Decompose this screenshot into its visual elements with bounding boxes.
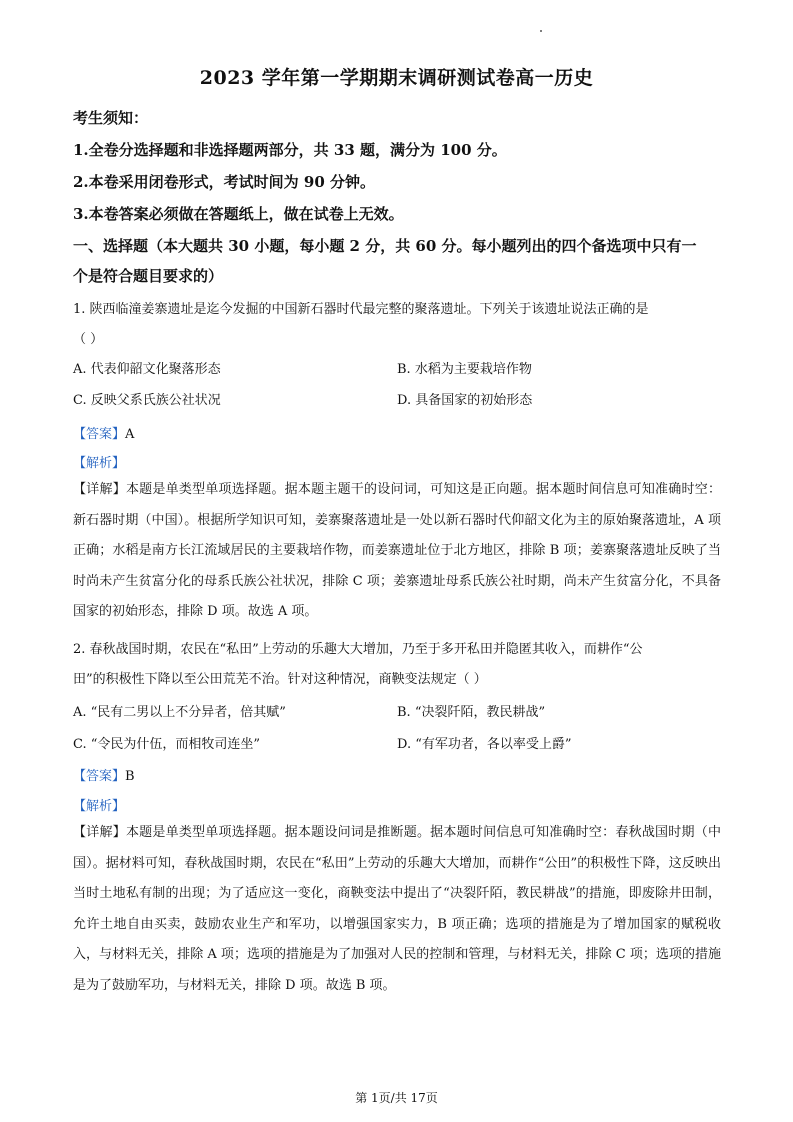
q1-detail-label: 详解 [86,482,113,497]
section-heading-line1: 一、选择题（本大题共 30 小题，每小题 2 分，共 60 分。每小题列出的四个备选项中只有一 [73,237,697,255]
q2-answer-value: B [125,769,135,784]
q1-detail-text: 本题是单类型单项选择题。据本题主题干的设问词，可知这是正向题。据本题时间信息可知准确时空：新石器时期（中国）。根据所学知识可知，姜寨聚落遗址是一处以新石器时代仰韶文化为主的原始聚落遗址，A 项正确；水稻是南方长江流域居民的主要栽培作物，而姜寨遗址位于北方地区，排除 B 项；姜寨聚落遗址反映了当时尚未产生贫富分化的母系氏族公社状况，排除 C 项；姜寨遗址母系氏族公社时期，尚未产生贫富分化，不具备国家的初始形态，排除 D 项。故选 A 项。 [73,482,721,620]
q1-analysis: 【解析】 [73,456,126,471]
q1-stem-line1: 1. 陕西临潼姜寨遗址是迄今发掘的中国新石器时代最完整的聚落遗址。下列关于该遗址说法正确的是 [73,302,649,317]
q1-option-d: D. 具备国家的初始形态 [397,393,533,408]
scan-dot [540,30,542,32]
q2-answer-label: 答案 [86,769,113,784]
page-title: 2023 学年第一学期期末调研测试卷高一历史 [199,67,594,89]
q2-stem-line1: 2. 春秋战国时期，农民在“私田”上劳动的乐趣大大增加，乃至于多开私田并隐匿其收入，而耕作“公 [73,642,643,657]
q2-detail-label: 详解 [86,825,113,840]
q1-answer-value: A [125,427,135,442]
q1-stem-line2: （ ） [73,332,104,347]
q1-option-b: B. 水稻为主要栽培作物 [397,362,532,377]
notice-item-1: 1.全卷分选择题和非选择题两部分，共 33 题，满分为 100 分。 [73,141,507,159]
q1-answer: 【答案】A [73,427,135,442]
q2-option-c: C. “令民为什伍，而相牧司连坐” [73,737,261,752]
q2-stem-line2: 田”的积极性下降以至公田荒芜不治。针对这种情况，商鞅变法规定（ ） [73,672,487,687]
page-footer: 第 1页/共 17页 [355,1091,438,1105]
q1-option-a: A. 代表仰韶文化聚落形态 [73,362,221,377]
q1-detail: 【详解】本题是单类型单项选择题。据本题主题干的设问词，可知这是正向题。据本题时间信息可知准确时空：新石器时期（中国）。根据所学知识可知，姜寨聚落遗址是一处以新石器时代仰韶文化为主的原始聚落遗址，A 项正确；水稻是南方长江流域居民的主要栽培作物，而姜寨遗址位于北方地区，排除 B 项；姜寨聚落遗址反映了当时尚未产生贫富分化的母系氏族公社状况，排除 C 项；姜寨遗址母系氏族公社时期，尚未产生贫富分化，不具备国家的初始形态，排除 D 项。故选 A 项。 [73,482,721,620]
notice-item-2: 2.本卷采用闭卷形式，考试时间为 90 分钟。 [73,173,375,191]
q1-option-c: C. 反映父系氏族公社状况 [73,393,221,408]
q2-analysis-label: 解析 [86,799,113,814]
section-heading-line2: 个是符合题目要求的） [73,267,224,285]
q2-option-a: A. “民有二男以上不分异者，倍其赋” [73,705,286,720]
q2-option-b: B. “决裂阡陌，教民耕战” [397,705,546,720]
q1-analysis-label: 解析 [86,456,113,471]
q2-analysis: 【解析】 [73,799,126,814]
q2-answer: 【答案】B [73,769,135,784]
notice-item-3: 3.本卷答案必须做在答题纸上，做在试卷上无效。 [73,205,404,223]
q2-detail: 【详解】本题是单类型单项选择题。据本题设问词是推断题。据本题时间信息可知准确时空：春秋战国时期（中国）。据材料可知，春秋战国时期，农民在“私田”上劳动的乐趣大大增加，而耕作“公田”的积极性下降，这反映出当时土地私有制的出现；为了适应这一变化，商鞅变法中提出了“决裂阡陌，教民耕战”的措施，即废除井田制，允许土地自由买卖，鼓励农业生产和军功，以增强国家实力，B 项正确；选项的措施是为了增加国家的赋税收入，与材料无关，排除 A 项；选项的措施是为了加强对人民的控制和管理，与材料无关，排除 C 项；选项的措施是为了鼓励军功，与材料无关，排除 D 项。故选 B 项。 [73,825,721,993]
q1-answer-label: 答案 [86,427,113,442]
q2-detail-text: 本题是单类型单项选择题。据本题设问词是推断题。据本题时间信息可知准确时空：春秋战国时期（中国）。据材料可知，春秋战国时期，农民在“私田”上劳动的乐趣大大增加，而耕作“公田”的积极性下降，这反映出当时土地私有制的出现；为了适应这一变化，商鞅变法中提出了“决裂阡陌，教民耕战”的措施，即废除井田制，允许土地自由买卖，鼓励农业生产和军功，以增强国家实力，B 项正确；选项的措施是为了增加国家的赋税收入，与材料无关，排除 A 项；选项的措施是为了加强对人民的控制和管理，与材料无关，排除 C 项；选项的措施是为了鼓励军功，与材料无关，排除 D 项。故选 B 项。 [73,825,721,993]
notice-heading: 考生须知： [73,109,149,127]
q2-option-d: D. “有军功者，各以率受上爵” [397,737,572,752]
